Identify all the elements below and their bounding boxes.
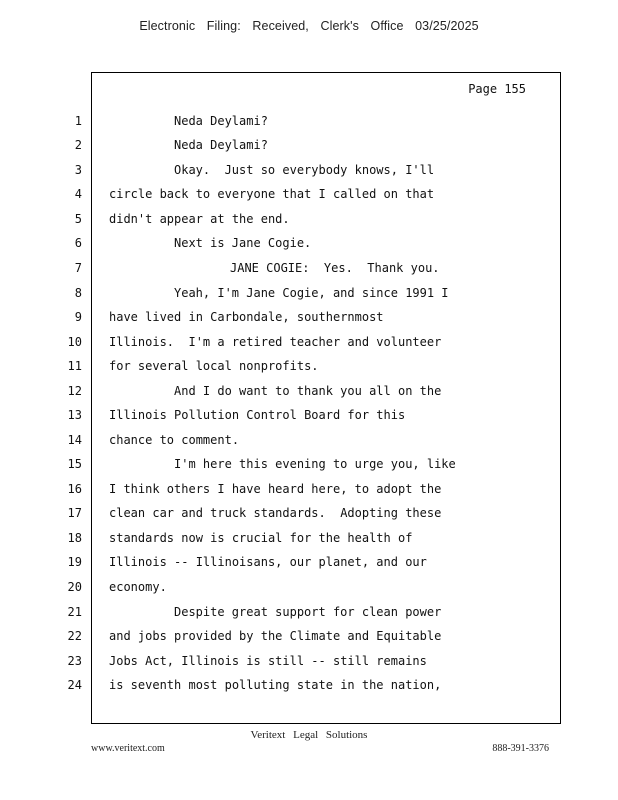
transcript-line	[0, 482, 618, 502]
line-text: Next is Jane Cogie.	[174, 236, 312, 250]
line-number: 12	[67, 384, 82, 398]
line-number: 11	[67, 359, 82, 373]
line-number: 13	[67, 408, 82, 422]
line-number: 19	[67, 555, 82, 569]
line-text: And I do want to thank you all on the	[174, 384, 442, 398]
line-text: Yeah, I'm Jane Cogie, and since 1991 I	[174, 286, 449, 300]
line-text: economy.	[109, 580, 167, 594]
line-number: 2	[74, 138, 82, 152]
footer-phone: 888-391-3376	[492, 743, 549, 754]
transcript-line	[0, 629, 618, 649]
line-number: 8	[74, 286, 82, 300]
transcript-line	[0, 114, 618, 134]
transcript-line	[0, 335, 618, 355]
line-number: 15	[67, 457, 82, 471]
line-text: didn't appear at the end.	[109, 212, 290, 226]
line-number: 1	[74, 114, 82, 128]
line-text: Illinois. I'm a retired teacher and volunteer	[109, 335, 442, 349]
transcript-line	[0, 138, 618, 158]
line-text: is seventh most polluting state in the nation,	[109, 678, 442, 692]
line-number: 18	[67, 531, 82, 545]
line-number: 24	[67, 678, 82, 692]
page-number: Page 155	[468, 82, 526, 96]
transcript-line	[0, 433, 618, 453]
line-number: 9	[74, 310, 82, 324]
line-text: have lived in Carbondale, southernmost	[109, 310, 384, 324]
line-text: Neda Deylami?	[174, 114, 268, 128]
transcript-line	[0, 580, 618, 600]
transcript-line	[0, 457, 618, 477]
line-text: Okay. Just so everybody knows, I'll	[174, 163, 435, 177]
line-number: 10	[67, 335, 82, 349]
line-text: Illinois -- Illinoisans, our planet, and our	[109, 555, 427, 569]
line-text: Despite great support for clean power	[174, 605, 442, 619]
line-number: 21	[67, 605, 82, 619]
line-number: 6	[74, 236, 82, 250]
filing-stamp: Electronic Filing: Received, Clerk's Office 03/25/2025	[139, 19, 479, 33]
line-text: I'm here this evening to urge you, like	[174, 457, 456, 471]
transcript-line	[0, 310, 618, 330]
line-number: 17	[67, 506, 82, 520]
line-text: Illinois Pollution Control Board for this	[109, 408, 406, 422]
transcript-line	[0, 286, 618, 306]
line-number: 3	[74, 163, 82, 177]
line-text: Jobs Act, Illinois is still -- still remains	[109, 654, 427, 668]
line-number: 4	[74, 187, 82, 201]
line-number: 16	[67, 482, 82, 496]
transcript-line	[0, 678, 618, 698]
transcript-line	[0, 531, 618, 551]
transcript-line	[0, 654, 618, 674]
line-number: 7	[74, 261, 82, 275]
footer-company: Veritext Legal Solutions	[250, 729, 368, 741]
transcript-line	[0, 555, 618, 575]
line-text: circle back to everyone that I called on that	[109, 187, 435, 201]
transcript-line	[0, 605, 618, 625]
line-text: clean car and truck standards. Adopting these	[109, 506, 442, 520]
line-number: 20	[67, 580, 82, 594]
transcript-line	[0, 261, 618, 281]
transcript-line	[0, 212, 618, 232]
line-text: and jobs provided by the Climate and Equitable	[109, 629, 442, 643]
line-text: Neda Deylami?	[174, 138, 268, 152]
line-number: 5	[74, 212, 82, 226]
footer-website: www.veritext.com	[91, 743, 165, 754]
line-text: I think others I have heard here, to adopt the	[109, 482, 442, 496]
transcript-line	[0, 236, 618, 256]
line-text: standards now is crucial for the health of	[109, 531, 413, 545]
line-text: for several local nonprofits.	[109, 359, 319, 373]
line-text: JANE COGIE: Yes. Thank you.	[230, 261, 440, 275]
transcript-line	[0, 359, 618, 379]
line-text: chance to comment.	[109, 433, 240, 447]
line-number: 23	[67, 654, 82, 668]
transcript-line	[0, 163, 618, 183]
transcript-line	[0, 408, 618, 428]
line-number: 22	[67, 629, 82, 643]
transcript-line	[0, 384, 618, 404]
line-number: 14	[67, 433, 82, 447]
transcript-line	[0, 506, 618, 526]
transcript-line	[0, 187, 618, 207]
